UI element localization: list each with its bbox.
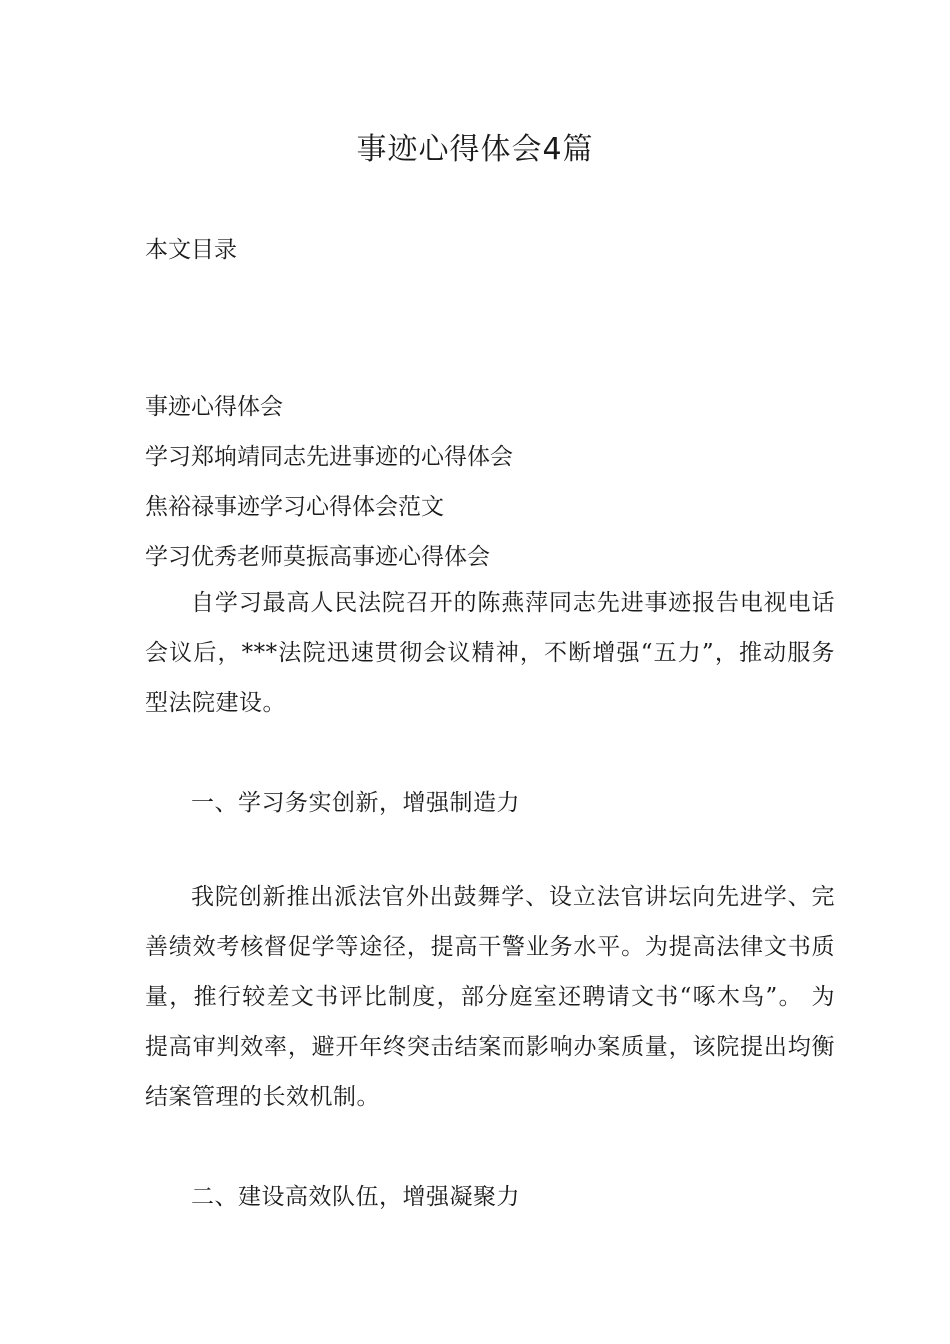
section-heading: 一、学习务实创新，增强制造力 — [191, 790, 520, 816]
toc-item[interactable]: 事迹心得体会 — [145, 394, 283, 420]
section-paragraph: 我院创新推出派法官外出鼓舞学、设立法官讲坛向先进学、完善绩效考核督促学等途径，提高干警业务水平。为提高法律文书质量，推行较差文书评比制度，部分庭室还聘请文书“啄木鸟”。 为提高审判效率，避开年终突击结案而影响办案质量，该院提出均衡结案管理的长效机制。 — [145, 884, 835, 1110]
section-heading: 二、建设高效队伍，增强凝聚力 — [191, 1184, 520, 1210]
table-of-contents — [145, 382, 513, 582]
toc-item[interactable]: 学习优秀老师莫振高事迹心得体会 — [145, 544, 490, 570]
toc-item[interactable]: 焦裕禄事迹学习心得体会范文 — [145, 494, 444, 520]
toc-item[interactable]: 学习郑垧靖同志先进事迹的心得体会 — [145, 444, 513, 470]
intro-paragraph: 自学习最高人民法院召开的陈燕萍同志先进事迹报告电视电话会议后，***法院迅速贯彻会议精神，不断增强“五力”，推动服务型法院建设。 — [145, 590, 835, 716]
toc-heading: 本文目录 — [145, 237, 237, 263]
document-title: 事迹心得体会4篇 — [356, 132, 594, 167]
